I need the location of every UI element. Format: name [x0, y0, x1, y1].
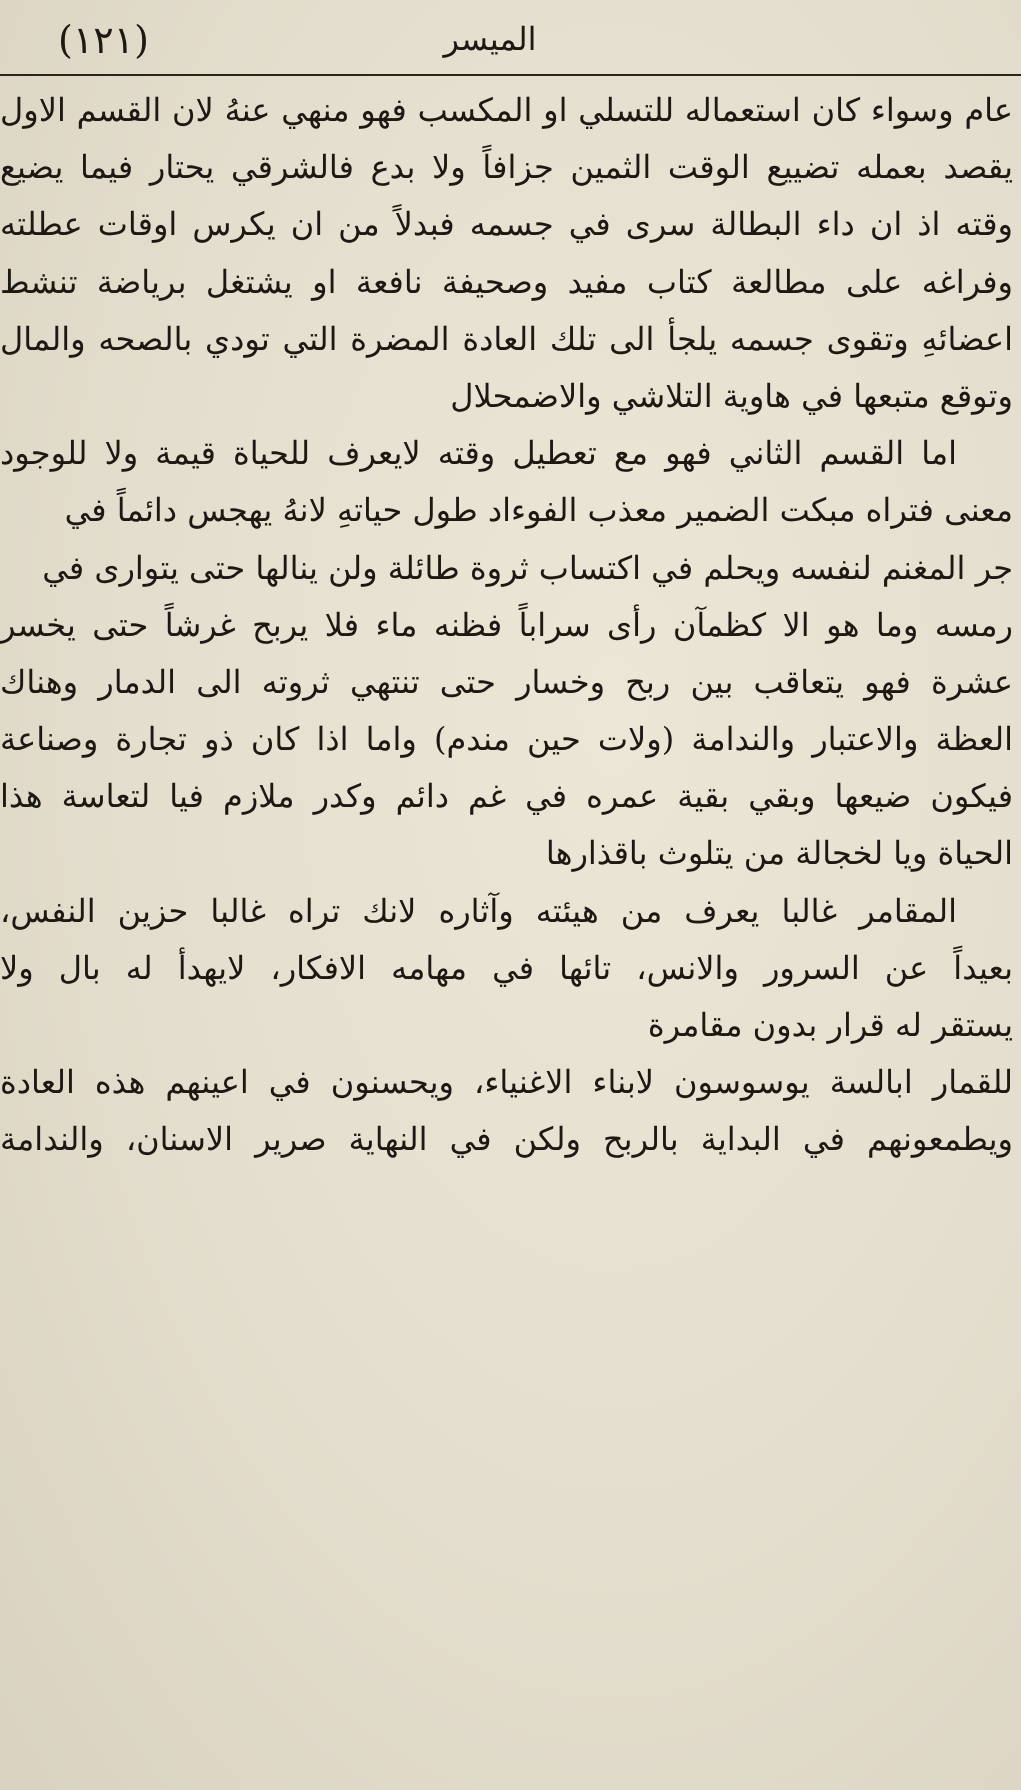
text-line: عشرة فهو يتعاقب بين ربح وخسار حتى تنتهي ثروته الى الدمار وهناك: [0, 662, 1014, 701]
text-line: اما القسم الثاني فهو مع تعطيل وقته لايعرف للحياة قيمة ولا للوجود: [0, 434, 958, 473]
header-rule: [0, 74, 1021, 76]
text-line: رمسه وما هو الا كظمآن رأى سراباً فظنه ماء فلا يربح غرشاً حتى يخسر: [0, 605, 1013, 644]
text-line: العظة والاعتبار والندامة (ولات حين مندم) واما اذا كان ذو تجارة وصناعة: [0, 720, 1014, 759]
text-line: ويطمعونهم في البداية بالربح ولكن في النهاية صرير الاسنان، والندامة: [0, 1120, 1013, 1159]
text-line: بعيداً عن السرور والانس، تائها في مهامه الافكار، لايهدأ له بال ولا: [0, 948, 1013, 987]
text-line: وتوقع متبعها في هاوية التلاشي والاضمحلال: [450, 376, 1013, 415]
text-line: عام وسواء كان استعماله للتسلي او المكسب فهو منهي عنهُ لان القسم الاول: [0, 91, 1013, 129]
page-number: (١٢١): [58, 18, 149, 62]
text-line: يستقر له قرار بدون مقامرة: [647, 1006, 1013, 1044]
running-title: الميسر: [443, 20, 537, 58]
text-line: فيكون ضيعها وبقي بقية عمره في غم دائم وكدر ملازم فيا لتعاسة هذا: [0, 777, 1013, 816]
body-text: [0, 82, 1021, 1169]
page-header: [0, 0, 1021, 78]
text-line: للقمار ابالسة يوسوسون لابناء الاغنياء، ويحسنون في اعينهم هذه العادة: [0, 1063, 1013, 1102]
text-line: اعضائهِ وتقوى جسمه يلجأ الى تلك العادة المضرة التي تودي بالصحه والمال: [0, 319, 1013, 358]
text-line: الحياة ويا لخجالة من يتلوث باقذارها: [545, 834, 1013, 873]
text-line: جر المغنم لنفسه ويحلم في اكتساب ثروة طائلة ولن ينالها حتى يتوارى في: [42, 548, 1013, 587]
text-line: يقصد بعمله تضييع الوقت الثمين جزافاً ولا بدع فالشرقي يحتار فيما يضيع: [0, 148, 1013, 187]
text-line: وفراغه على مطالعة كتاب مفيد وصحيفة نافعة او يشتغل برياضة تنشط: [0, 262, 1013, 301]
text-line: معنى فتراه مبكت الضمير معذب الفوءاد طول حياتهِ لانهُ يهجس دائماً في: [64, 491, 1013, 530]
text-line: وقته اذ ان داء البطالة سرى في جسمه فبدلاً من ان يكرس اوقات عطلته: [0, 205, 1013, 244]
text-line: المقامر غالبا يعرف من هيئته وآثاره لانك تراه غالبا حزين النفس،: [0, 891, 957, 930]
